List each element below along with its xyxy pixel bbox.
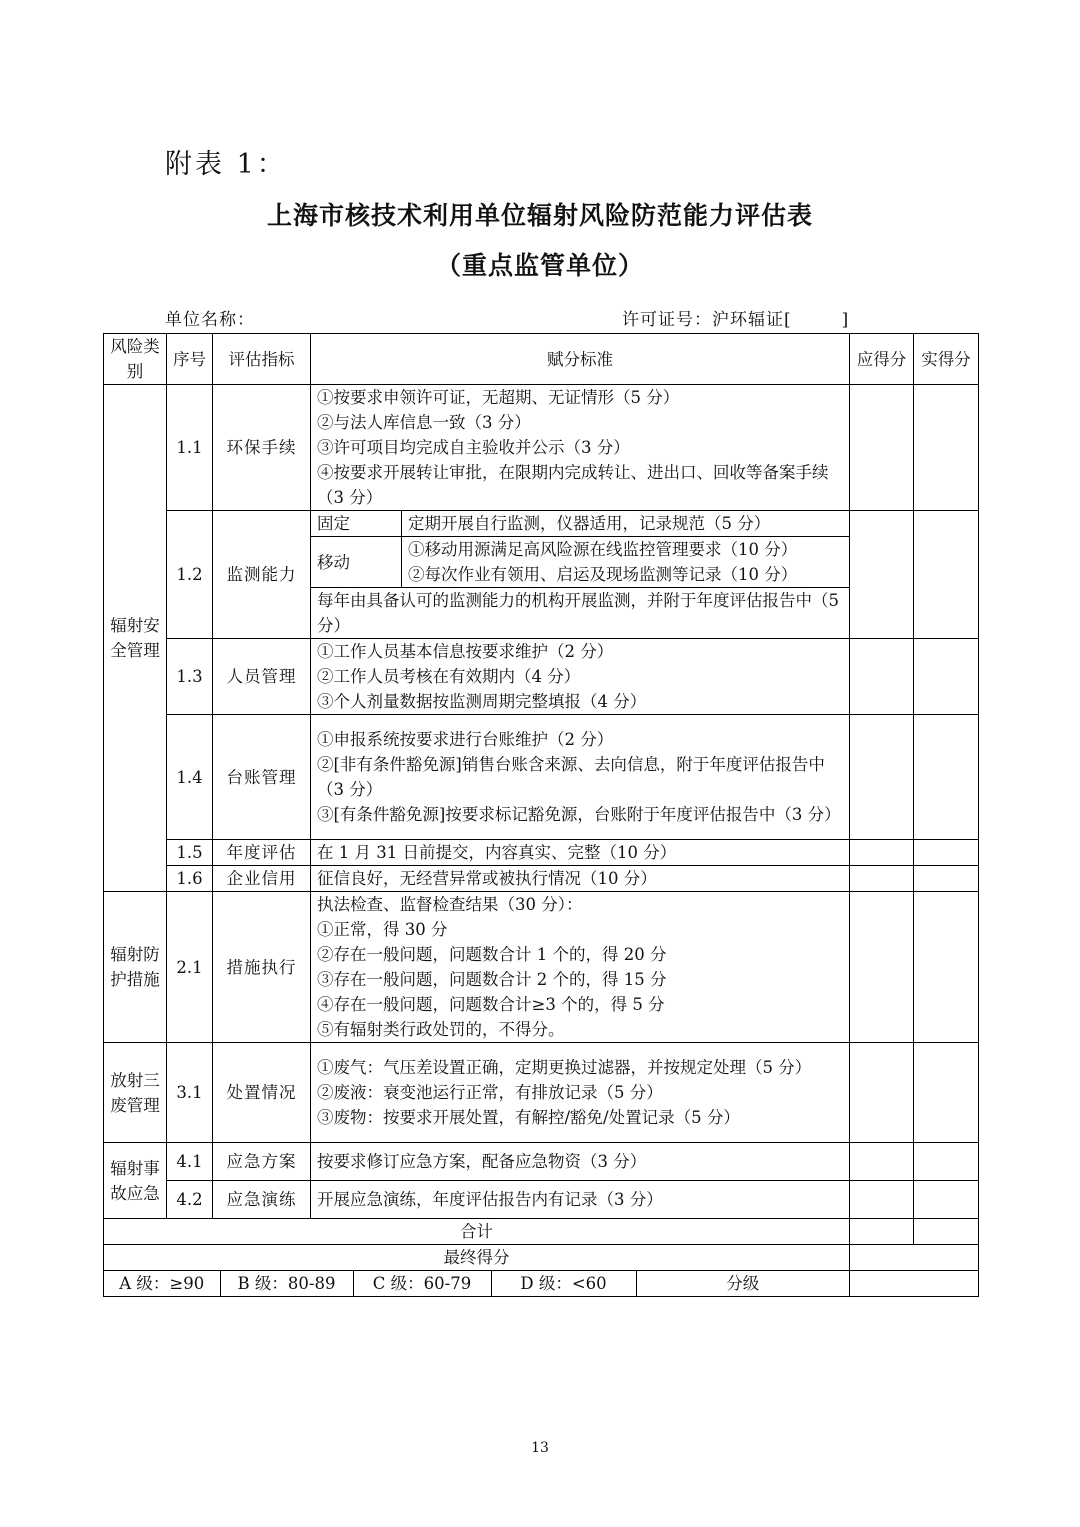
max-score-cell[interactable] [850,1043,914,1143]
criteria-line: ④按要求开展转让审批，在限期内完成转让、进出口、回收等备案手续（3 分） [317,463,829,507]
annex-label: 附表 1： [165,149,287,180]
row-number: 1.2 [167,511,213,639]
total-label: 合计 [104,1219,850,1245]
header-indicator: 评估指标 [213,334,311,385]
actual-score-cell[interactable] [914,385,979,511]
license-number-label [622,305,849,330]
row-criteria [311,892,850,1043]
category-waste-management: 放射三废管理 [104,1043,167,1143]
grade-b: B 级：80-89 [220,1271,353,1296]
row-indicator: 企业信用 [213,866,311,892]
grade-cell[interactable] [850,1271,979,1297]
criteria-line: ③存在一般问题，问题数合计 2 个的，得 15 分 [317,970,667,989]
actual-score-cell[interactable] [914,840,979,866]
grade-d: D 级：<60 [491,1271,636,1296]
criteria-line: ③废物：按要求开展处置，有解控/豁免/处置记录（5 分） [317,1108,740,1127]
category-radiation-safety: 辐射安全管理 [104,385,167,892]
row-criteria [311,1043,850,1143]
criteria-line: ⑤有辐射类行政处罚的，不得分。 [317,1020,565,1039]
max-score-cell[interactable] [850,385,914,511]
row-number: 2.1 [167,892,213,1043]
grade-a: A 级：≥90 [104,1271,220,1296]
row-1-6 [104,866,979,892]
page-number: 13 [531,1440,549,1456]
row-1-1 [104,385,979,511]
mobile-criteria [402,537,850,588]
row-number: 1.6 [167,866,213,892]
row-criteria: 按要求修订应急方案，配备应急物资（3 分） [311,1143,850,1181]
row-number: 1.4 [167,715,213,840]
row-criteria: 在 1 月 31 日前提交，内容真实、完整（10 分） [311,840,850,866]
row-3-1 [104,1043,979,1143]
fixed-criteria: 定期开展自行监测，仪器适用，记录规范（5 分） [402,511,850,537]
monitoring-subtable [311,511,849,638]
actual-score-cell[interactable] [914,866,979,892]
criteria-line: ①申报系统按要求进行台账维护（2 分） [317,730,614,749]
row-4-1 [104,1143,979,1181]
row-indicator: 处置情况 [213,1043,311,1143]
row-criteria: 开展应急演练，年度评估报告内有记录（3 分） [311,1181,850,1219]
row-1-3 [104,639,979,715]
max-score-cell[interactable] [850,840,914,866]
row-indicator: 环保手续 [213,385,311,511]
actual-score-cell[interactable] [914,1043,979,1143]
row-indicator: 台账管理 [213,715,311,840]
criteria-line: 执法检查、监督检查结果（30 分）： [317,895,583,914]
max-score-cell[interactable] [850,715,914,840]
max-score-cell[interactable] [850,639,914,715]
criteria-line: ③个人剂量数据按监测周期完整填报（4 分） [317,692,647,711]
row-criteria: 征信良好，无经营异常或被执行情况（10 分） [311,866,850,892]
max-score-cell[interactable] [850,892,914,1043]
assessment-table [103,333,979,1297]
row-number: 1.3 [167,639,213,715]
final-score-cell[interactable] [850,1245,979,1271]
final-score-row [104,1245,979,1271]
criteria-line: ②与法人库信息一致（3 分） [317,413,531,432]
grade-scale [104,1271,850,1297]
actual-score-cell[interactable] [914,715,979,840]
total-actual-cell[interactable] [914,1219,979,1245]
unit-name-label: 单位名称： [165,310,255,330]
criteria-line: ①工作人员基本信息按要求维护（2 分） [317,642,614,661]
max-score-cell[interactable] [850,511,914,639]
max-score-cell[interactable] [850,1181,914,1219]
annual-monitoring-criteria: 每年由具备认可的监测能力的机构开展监测，并附于年度评估报告中（5 分） [317,591,839,635]
row-1-4 [104,715,979,840]
criteria-line: ①正常，得 30 分 [317,920,448,939]
header-no: 序号 [167,334,213,385]
row-criteria [311,639,850,715]
criteria-line: ②存在一般问题，问题数合计 1 个的，得 20 分 [317,945,667,964]
page-subtitle: （重点监管单位） [435,251,644,280]
license-prefix: 许可证号：沪环辐证[ [622,310,792,330]
criteria-line: ②工作人员考核在有效期内（4 分） [317,667,581,686]
max-score-cell[interactable] [850,866,914,892]
total-row [104,1219,979,1245]
final-score-label: 最终得分 [104,1245,850,1271]
max-score-cell[interactable] [850,1143,914,1181]
row-number: 3.1 [167,1043,213,1143]
row-indicator: 年度评估 [213,840,311,866]
criteria-line: ①废气：气压差设置正确，定期更换过滤器，并按规定处理（5 分） [317,1058,812,1077]
header-max-score: 应得分 [850,334,914,385]
row-number: 4.2 [167,1181,213,1219]
actual-score-cell[interactable] [914,639,979,715]
row-number: 4.1 [167,1143,213,1181]
criteria-line: ②废液：衰变池运行正常，有排放记录（5 分） [317,1083,663,1102]
row-1-5 [104,840,979,866]
total-max-cell[interactable] [850,1219,914,1245]
page-title: 上海市核技术利用单位辐射风险防范能力评估表 [266,201,813,230]
actual-score-cell[interactable] [914,892,979,1043]
row-criteria [311,511,850,639]
header-category: 风险类别 [104,334,167,385]
row-number: 1.5 [167,840,213,866]
criteria-line: ②每次作业有领用、启运及现场监测等记录（10 分） [408,565,798,584]
grade-row [104,1271,979,1297]
row-indicator: 应急方案 [213,1143,311,1181]
header-actual-score: 实得分 [914,334,979,385]
header-criteria: 赋分标准 [311,334,850,385]
row-criteria [311,715,850,840]
actual-score-cell[interactable] [914,1143,979,1181]
criteria-line: ④存在一般问题，问题数合计≥3 个的，得 5 分 [317,995,665,1014]
row-2-1 [104,892,979,1043]
row-indicator: 监测能力 [213,511,311,639]
row-indicator: 应急演练 [213,1181,311,1219]
criteria-line: ②[非有条件豁免源]销售台账含来源、去向信息，附于年度评估报告中（3 分） [317,755,825,799]
criteria-line: ③许可项目均完成自主验收并公示（3 分） [317,438,630,457]
mobile-label: 移动 [311,537,402,588]
fixed-label: 固定 [311,511,402,537]
row-indicator: 人员管理 [213,639,311,715]
row-1-2 [104,511,979,639]
criteria-line: ①移动用源满足高风险源在线监控管理要求（10 分） [408,540,798,559]
grade-label: 分级 [726,1274,760,1293]
row-4-2 [104,1181,979,1219]
criteria-line: ①按要求申领许可证，无超期、无证情形（5 分） [317,388,680,407]
grade-c: C 级：60-79 [353,1271,491,1296]
actual-score-cell[interactable] [914,511,979,639]
row-indicator: 措施执行 [213,892,311,1043]
license-suffix: ] [841,310,850,330]
grade-scale-table [104,1271,849,1296]
header-row [104,334,979,385]
criteria-line: ③[有条件豁免源]按要求标记豁免源，台账附于年度评估报告中（3 分） [317,805,841,824]
actual-score-cell[interactable] [914,1181,979,1219]
row-criteria [311,385,850,511]
row-number: 1.1 [167,385,213,511]
category-emergency: 辐射事故应急 [104,1143,167,1219]
category-radiation-protection: 辐射防护措施 [104,892,167,1043]
